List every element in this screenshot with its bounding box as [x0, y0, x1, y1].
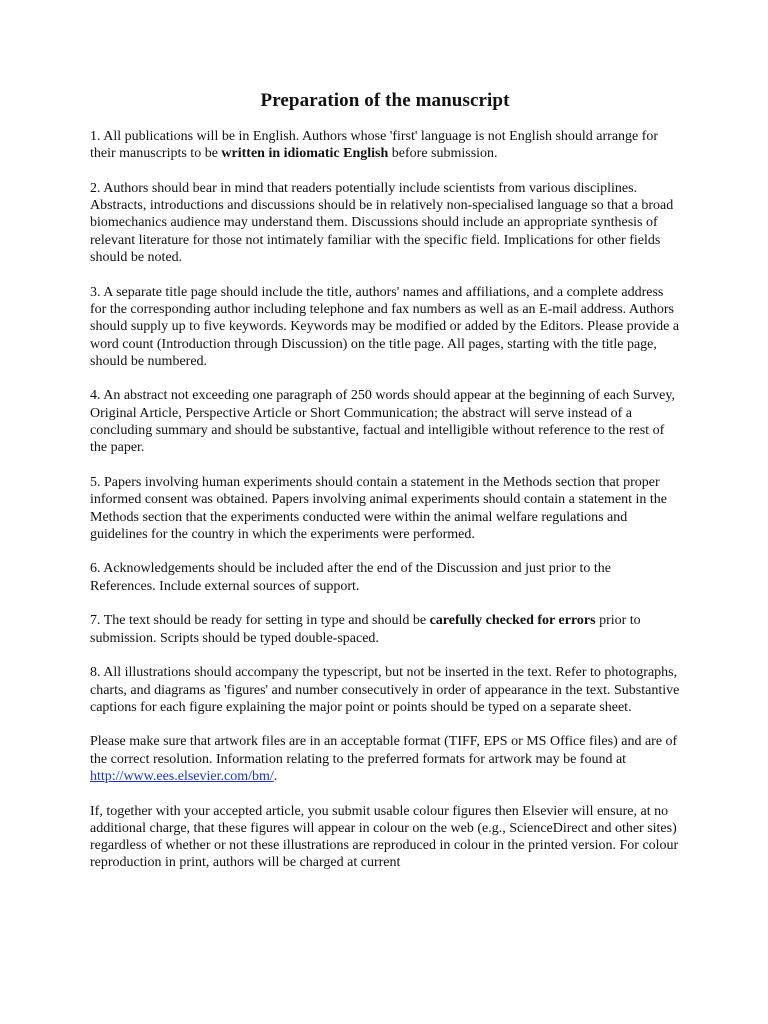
page-title: Preparation of the manuscript	[260, 90, 510, 111]
paragraph-2: 2. Authors should bear in mind that readers potentially include scientists from various disciplines. Abstracts, introductions and discussions should be in relatively non-specialised language so that a broad biomechanics audience may understand them. Discussions should include an appropriate synthesis of relevant literature for those not intimately familiar with the specific field. Implications for other fields should be noted.	[90, 180, 674, 266]
paragraph-4: 4. An abstract not exceeding one paragraph of 250 words should appear at the beginning of each Survey, Original Article, Perspective Article or Short Communication; the abstract will serve instead of a concluding summary and should be substantive, factual and intelligible without reference to the rest of the paper.	[90, 388, 675, 456]
elsevier-link[interactable]: http://www.ees.elsevier.com/bm/	[90, 768, 274, 784]
paragraph-1	[90, 128, 680, 163]
paragraph-1-bold: written in idiomatic English	[221, 146, 389, 162]
paragraph-7-text-end: prior to submission. Scripts should be typed double-spaced.	[90, 613, 641, 646]
paragraph-artwork	[90, 733, 680, 785]
paragraph-artwork-text: Please make sure that artwork files are in an acceptable format (TIFF, EPS or MS Office files) and are of the correct resolution. Information relating to the preferred formats for artwork may be found at	[90, 734, 678, 767]
paragraph-5: 5. Papers involving human experiments should contain a statement in the Methods section that proper informed consent was obtained. Papers involving animal experiments should contain a statement in the Methods section that the experiments conducted were within the animal welfare regulations and guidelines for the country in which the experiments were performed.	[90, 474, 667, 542]
paragraph-8: 8. All illustrations should accompany the typescript, but not be inserted in the text. Refer to photographs, charts, and diagrams as 'figures' and number consecutively in order of appearance in the text. Substantive captions for each figure explaining the major point or points should be typed on a separate sheet.	[90, 665, 680, 715]
paragraph-3: 3. A separate title page should include the title, authors' names and affiliations, and a complete address for the corresponding author including telephone and fax numbers as well as an E-mail address. Authors should supply up to five keywords. Keywords may be modified or added by the Editors. Please provide a word count (Introduction through Discussion) on the title page. All pages, starting with the title page, should be numbered.	[90, 284, 680, 369]
paragraph-7-bold: carefully checked for errors	[429, 613, 596, 629]
paragraph-1-text: 1. All publications will be in English. Authors whose 'first' language is not English should arrange for their manuscripts to be	[90, 129, 659, 162]
paragraph-7-text: 7. The text should be ready for setting in type and should be	[90, 613, 430, 629]
paragraph-7	[90, 612, 680, 647]
paragraph-1-text-end: before submission.	[388, 146, 498, 162]
paragraph-colour: If, together with your accepted article, you submit usable colour figures then Elsevier will ensure, at no additional charge, that these figures will appear in colour on the web (e.g., ScienceDirect and other sites) regardless of whether or not these illustrations are reproduced in colour in the printed version. For colour reproduction in print, authors will be charged at current	[90, 803, 679, 871]
paragraph-artwork-text-end: .	[273, 768, 278, 784]
paragraph-6: 6. Acknowledgements should be included after the end of the Discussion and just prior to the References. Include external sources of support.	[90, 561, 612, 594]
